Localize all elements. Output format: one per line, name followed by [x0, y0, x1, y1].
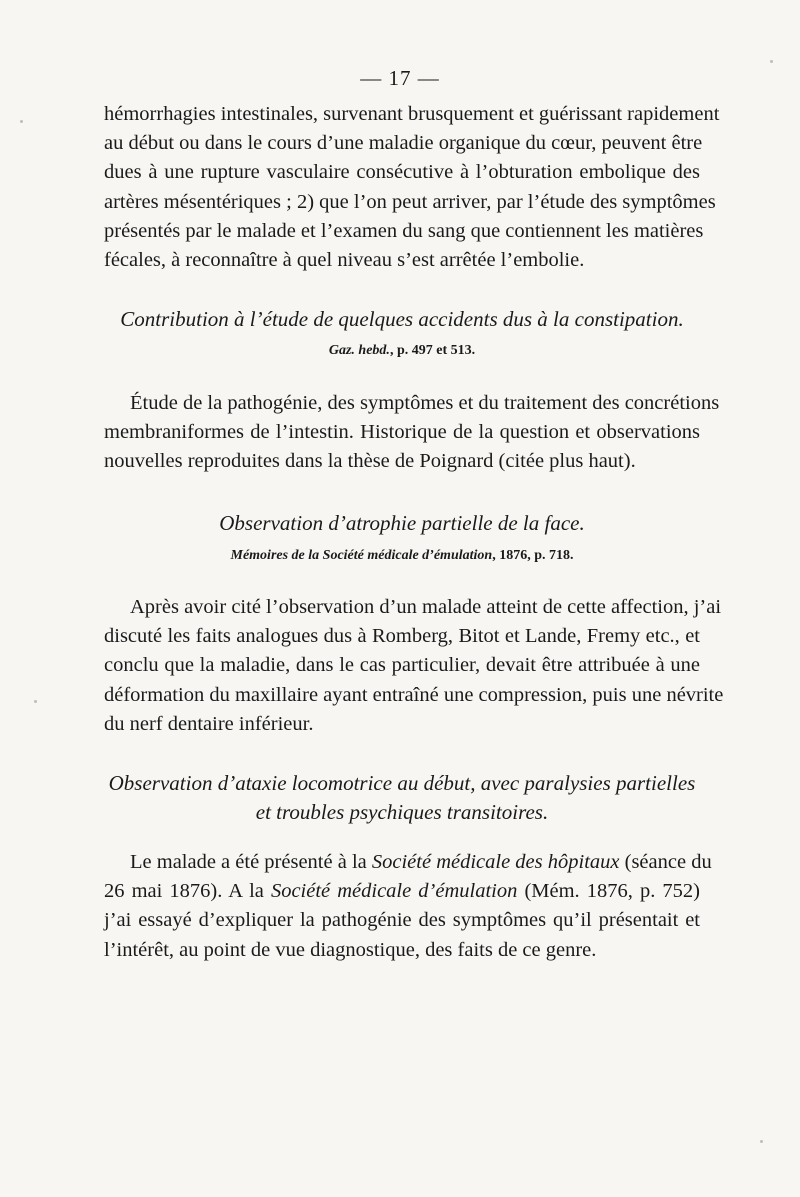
page-number: — 17 —	[360, 66, 440, 90]
section-reference	[104, 548, 700, 564]
paper-speck	[760, 1140, 763, 1143]
text-line: fécales, à reconnaître à quel niveau s’est arrêtée l’embolie.	[104, 249, 585, 272]
section-title-atrophie: Observation d’atrophie partielle de la face.	[219, 511, 585, 535]
text-line: Étude de la pathogénie, des symptômes et du traitement des concrétions	[130, 392, 720, 414]
text-line: discuté les faits analogues dus à Romberg, Bitot et Lande, Fremy etc., et	[104, 625, 700, 648]
text-line: du nerf dentaire inférieur.	[104, 712, 314, 735]
title-line: Observation d’ataxie locomotrice au début, avec paralysies partielles	[108, 771, 696, 795]
text-line: nouvelles reproduites dans la thèse de Poignard (citée plus haut).	[104, 450, 636, 473]
section-reference	[104, 343, 700, 359]
section-title-constipation: Contribution à l’étude de quelques accidents dus à la constipation.	[120, 307, 684, 331]
reference-journal: Mémoires de la Société médicale d’émulation	[230, 548, 493, 563]
text-line: l’intérêt, au point de vue diagnostique, des faits de ce genre.	[104, 938, 597, 961]
section-paragraph	[104, 593, 724, 739]
text-run: (Mém. 1876, p. 752)	[517, 880, 701, 903]
reference-pages: , 1876, p. 718.	[492, 548, 574, 563]
text-line: Après avoir cité l’observation d’un malade atteint de cette affection, j’ai	[130, 596, 722, 618]
italic-society-name: Société médicale d’émulation	[270, 880, 518, 903]
text-line: présentés par le malade et l’examen du sang que contiennent les matières	[104, 219, 704, 242]
italic-society-name: Société médicale des hôpitaux	[371, 851, 620, 873]
section-paragraph	[104, 389, 720, 477]
paper-speck	[770, 60, 773, 63]
text-run: 26 mai 1876). A la	[104, 880, 271, 903]
text-run: (séance du	[619, 851, 712, 873]
text-line: artères mésentériques ; 2) que l’on peut arriver, par l’étude des symptômes	[104, 190, 716, 213]
text-line: au début ou dans le cours d’une maladie organique du cœur, peuvent être	[104, 132, 703, 155]
section-title-ataxie	[104, 769, 700, 827]
text-line	[104, 877, 700, 906]
text-line: membraniformes de l’intestin. Historique de la question et observations	[104, 421, 700, 444]
paragraph-continuation	[104, 100, 720, 275]
text-line: déformation du maxillaire ayant entraîné une compression, puis une névrite	[104, 683, 724, 706]
text-run: Le malade a été présenté à la	[130, 851, 372, 873]
reference-journal: Gaz. hebd.	[328, 343, 390, 358]
text-line: conclu que la maladie, dans le cas particulier, devait être attribuée à une	[104, 654, 700, 677]
text-line: dues à une rupture vasculaire consécutive à l’obturation embolique des	[104, 161, 700, 184]
paper-speck	[20, 120, 23, 123]
text-line: hémorrhagies intestinales, survenant brusquement et guérissant rapidement	[104, 103, 720, 125]
text-line	[104, 848, 712, 877]
text-line: j’ai essayé d’expliquer la pathogénie des symptômes qu’il présentait et	[104, 909, 700, 932]
title-line: et troubles psychiques transitoires.	[255, 800, 549, 824]
section-paragraph	[104, 848, 712, 965]
paper-speck	[34, 700, 37, 703]
reference-pages: , p. 497 et 513.	[389, 343, 476, 358]
